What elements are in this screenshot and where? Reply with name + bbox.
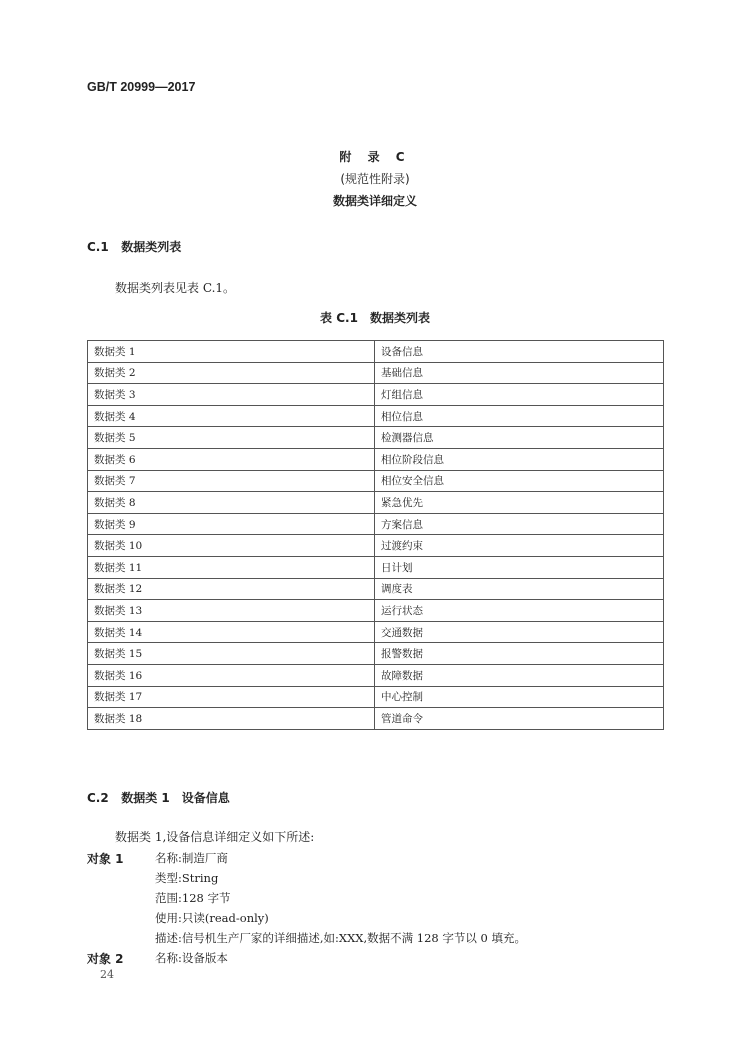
data-class-id-cell: 数据类 9 bbox=[88, 513, 375, 535]
table-row bbox=[88, 405, 664, 427]
section-c2-title: 数据类 1 设备信息 bbox=[121, 791, 230, 805]
data-class-name-cell: 管道命令 bbox=[375, 708, 664, 730]
object-1-usage: 使用:只读(read-only) bbox=[155, 911, 269, 925]
section-c1-title: 数据类列表 bbox=[121, 240, 182, 254]
data-class-name-cell: 日计划 bbox=[375, 556, 664, 578]
data-class-name-cell: 基础信息 bbox=[375, 362, 664, 384]
data-class-id-cell: 数据类 3 bbox=[88, 384, 375, 406]
table-row bbox=[88, 686, 664, 708]
object-1-name: 名称:制造厂商 bbox=[155, 851, 228, 865]
table-row bbox=[88, 470, 664, 492]
data-class-name-cell: 相位信息 bbox=[375, 405, 664, 427]
data-class-id-cell: 数据类 16 bbox=[88, 664, 375, 686]
data-class-name-cell: 报警数据 bbox=[375, 643, 664, 665]
table-row bbox=[88, 578, 664, 600]
table-caption: 表 C.1 数据类列表 bbox=[320, 311, 430, 325]
data-class-name-cell: 中心控制 bbox=[375, 686, 664, 708]
appendix-title: 附 录 C bbox=[339, 150, 411, 164]
data-class-name-cell: 相位阶段信息 bbox=[375, 448, 664, 470]
table-row bbox=[88, 600, 664, 622]
data-class-id-cell: 数据类 12 bbox=[88, 578, 375, 600]
table-row bbox=[88, 384, 664, 406]
data-class-name-cell: 运行状态 bbox=[375, 600, 664, 622]
table-row bbox=[88, 427, 664, 449]
object-1-range: 范围:128 字节 bbox=[155, 891, 231, 905]
table-row bbox=[88, 341, 664, 363]
object-2-name: 名称:设备版本 bbox=[155, 951, 228, 965]
data-class-id-cell: 数据类 6 bbox=[88, 448, 375, 470]
table-row bbox=[88, 556, 664, 578]
section-c1-paragraph: 数据类列表见表 C.1。 bbox=[115, 281, 236, 295]
table-row bbox=[88, 492, 664, 514]
appendix-subtitle: 数据类详细定义 bbox=[332, 194, 417, 208]
object-1-type: 类型:String bbox=[155, 871, 219, 885]
data-class-id-cell: 数据类 18 bbox=[88, 708, 375, 730]
section-c1-heading bbox=[87, 238, 181, 255]
data-class-id-cell: 数据类 10 bbox=[88, 535, 375, 557]
data-class-name-cell: 故障数据 bbox=[375, 664, 664, 686]
table-row bbox=[88, 621, 664, 643]
data-class-name-cell: 过渡约束 bbox=[375, 535, 664, 557]
data-class-name-cell: 设备信息 bbox=[375, 341, 664, 363]
data-class-id-cell: 数据类 17 bbox=[88, 686, 375, 708]
table-row bbox=[88, 535, 664, 557]
data-class-id-cell: 数据类 7 bbox=[88, 470, 375, 492]
data-class-id-cell: 数据类 15 bbox=[88, 643, 375, 665]
data-class-id-cell: 数据类 1 bbox=[88, 341, 375, 363]
appendix-type: (规范性附录) bbox=[340, 172, 410, 186]
data-class-name-cell: 检测器信息 bbox=[375, 427, 664, 449]
table-row bbox=[88, 362, 664, 384]
data-class-id-cell: 数据类 13 bbox=[88, 600, 375, 622]
data-class-name-cell: 方案信息 bbox=[375, 513, 664, 535]
data-class-table bbox=[87, 340, 664, 730]
data-class-name-cell: 调度表 bbox=[375, 578, 664, 600]
data-class-id-cell: 数据类 5 bbox=[88, 427, 375, 449]
table-row bbox=[88, 643, 664, 665]
table-row bbox=[88, 448, 664, 470]
data-class-name-cell: 紧急优先 bbox=[375, 492, 664, 514]
data-class-name-cell: 交通数据 bbox=[375, 621, 664, 643]
data-class-id-cell: 数据类 2 bbox=[88, 362, 375, 384]
data-class-name-cell: 相位安全信息 bbox=[375, 470, 664, 492]
table-row bbox=[88, 664, 664, 686]
object-1-description: 描述:信号机生产厂家的详细描述,如:XXX,数据不满 128 字节以 0 填充。 bbox=[155, 931, 527, 945]
page-number: 24 bbox=[100, 968, 114, 981]
section-c2-number: C.2 bbox=[87, 791, 109, 805]
section-c2-paragraph: 数据类 1,设备信息详细定义如下所述: bbox=[115, 830, 315, 844]
section-c1-number: C.1 bbox=[87, 240, 109, 254]
object-1-label: 对象 1 bbox=[87, 852, 124, 866]
standard-number: GB/T 20999—2017 bbox=[87, 80, 196, 94]
section-c2-heading bbox=[87, 789, 230, 806]
data-class-id-cell: 数据类 8 bbox=[88, 492, 375, 514]
table-row bbox=[88, 513, 664, 535]
table-row bbox=[88, 708, 664, 730]
data-class-id-cell: 数据类 4 bbox=[88, 405, 375, 427]
data-class-id-cell: 数据类 11 bbox=[88, 556, 375, 578]
object-2-label: 对象 2 bbox=[87, 952, 124, 966]
data-class-name-cell: 灯组信息 bbox=[375, 384, 664, 406]
data-class-id-cell: 数据类 14 bbox=[88, 621, 375, 643]
